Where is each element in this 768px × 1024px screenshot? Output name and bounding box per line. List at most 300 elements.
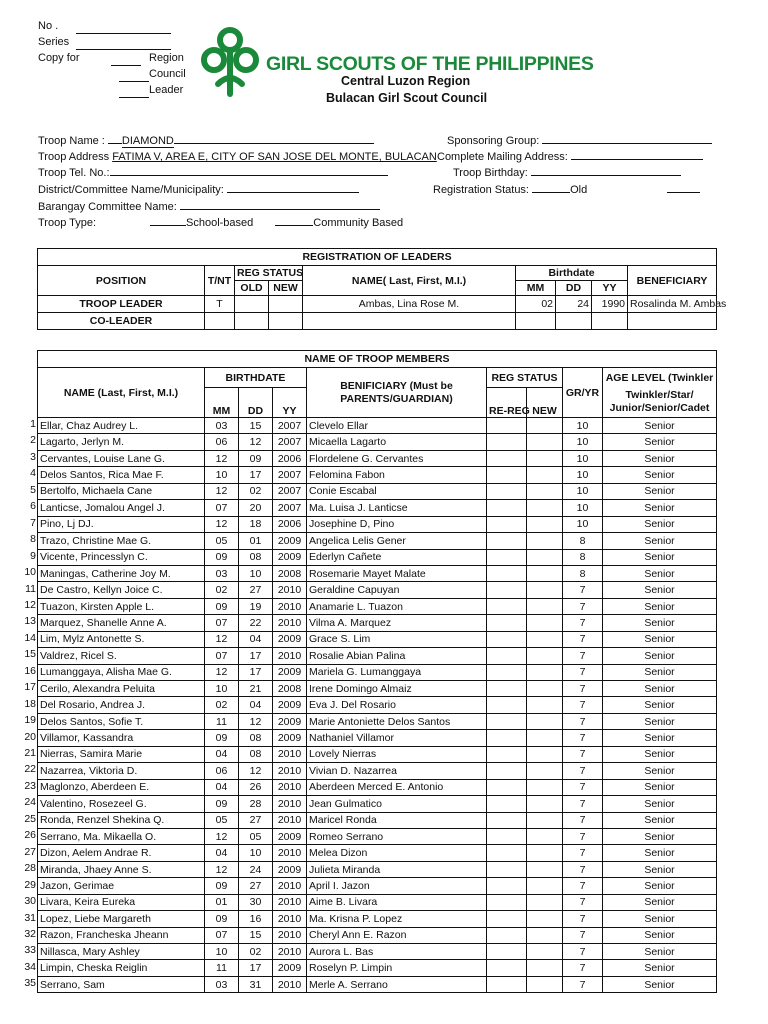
member-new[interactable] — [527, 565, 563, 581]
member-gryr[interactable]: 7 — [563, 812, 603, 828]
member-gryr[interactable]: 7 — [563, 763, 603, 779]
member-birth-mm[interactable]: 11 — [205, 960, 239, 976]
member-birth-dd[interactable]: 31 — [239, 976, 273, 992]
registration-new-field[interactable] — [667, 183, 700, 193]
member-age-level[interactable]: Senior — [603, 565, 717, 581]
member-birth-mm[interactable]: 07 — [205, 500, 239, 516]
member-name[interactable]: Delos Santos, Sofie T. — [38, 713, 205, 729]
member-birth-mm[interactable]: 03 — [205, 418, 239, 434]
member-birth-mm[interactable]: 06 — [205, 434, 239, 450]
member-age-level[interactable]: Senior — [603, 976, 717, 992]
member-birth-yy[interactable]: 2008 — [273, 565, 307, 581]
member-birth-yy[interactable]: 2010 — [273, 812, 307, 828]
member-birth-mm[interactable]: 02 — [205, 697, 239, 713]
member-birth-dd[interactable]: 30 — [239, 894, 273, 910]
member-age-level[interactable]: Senior — [603, 418, 717, 434]
member-new[interactable] — [527, 878, 563, 894]
member-beneficiary[interactable]: Jean Gulmatico — [307, 796, 487, 812]
member-rereg[interactable] — [487, 960, 527, 976]
leader-beneficiary[interactable]: Rosalinda M. Ambas — [628, 296, 717, 313]
member-name[interactable]: Nierras, Samira Marie — [38, 746, 205, 762]
member-birth-dd[interactable]: 27 — [239, 878, 273, 894]
member-name[interactable]: Cerilo, Alexandra Peluita — [38, 681, 205, 697]
member-new[interactable] — [527, 598, 563, 614]
member-rereg[interactable] — [487, 944, 527, 960]
member-name[interactable]: Marquez, Shanelle Anne A. — [38, 615, 205, 631]
member-birth-yy[interactable]: 2007 — [273, 467, 307, 483]
member-rereg[interactable] — [487, 648, 527, 664]
member-gryr[interactable]: 7 — [563, 845, 603, 861]
member-name[interactable]: Valdrez, Ricel S. — [38, 648, 205, 664]
troop-birthday-field[interactable] — [531, 166, 681, 176]
member-birth-dd[interactable]: 16 — [239, 911, 273, 927]
member-birth-yy[interactable]: 2009 — [273, 960, 307, 976]
member-rereg[interactable] — [487, 763, 527, 779]
member-birth-mm[interactable]: 12 — [205, 664, 239, 680]
member-gryr[interactable]: 7 — [563, 944, 603, 960]
series-field[interactable] — [76, 38, 171, 50]
member-beneficiary[interactable]: Lovely Nierras — [307, 746, 487, 762]
member-beneficiary[interactable]: Grace S. Lim — [307, 631, 487, 647]
registration-old-field[interactable] — [532, 183, 570, 193]
member-beneficiary[interactable]: Rosemarie Mayet Malate — [307, 565, 487, 581]
member-name[interactable]: Lumanggaya, Alisha Mae G. — [38, 664, 205, 680]
member-birth-mm[interactable]: 09 — [205, 730, 239, 746]
member-name[interactable]: Trazo, Christine Mae G. — [38, 533, 205, 549]
member-rereg[interactable] — [487, 549, 527, 565]
copy-region-field[interactable] — [111, 54, 141, 66]
member-birth-mm[interactable]: 04 — [205, 845, 239, 861]
member-age-level[interactable]: Senior — [603, 598, 717, 614]
member-birth-mm[interactable]: 11 — [205, 713, 239, 729]
member-name[interactable]: Del Rosario, Andrea J. — [38, 697, 205, 713]
member-birth-mm[interactable]: 04 — [205, 746, 239, 762]
member-new[interactable] — [527, 434, 563, 450]
leader-tnt[interactable]: T — [205, 296, 235, 313]
member-gryr[interactable]: 7 — [563, 796, 603, 812]
member-beneficiary[interactable]: Anamarie L. Tuazon — [307, 598, 487, 614]
member-new[interactable] — [527, 615, 563, 631]
member-name[interactable]: Limpin, Cheska Reiglin — [38, 960, 205, 976]
member-gryr[interactable]: 7 — [563, 631, 603, 647]
member-birth-yy[interactable]: 2009 — [273, 861, 307, 877]
member-name[interactable]: Lagarto, Jerlyn M. — [38, 434, 205, 450]
member-rereg[interactable] — [487, 730, 527, 746]
member-birth-yy[interactable]: 2010 — [273, 894, 307, 910]
member-birth-mm[interactable]: 03 — [205, 976, 239, 992]
member-birth-mm[interactable]: 12 — [205, 828, 239, 844]
member-gryr[interactable]: 10 — [563, 483, 603, 499]
member-birth-mm[interactable]: 09 — [205, 878, 239, 894]
member-rereg[interactable] — [487, 861, 527, 877]
member-age-level[interactable]: Senior — [603, 713, 717, 729]
member-rereg[interactable] — [487, 894, 527, 910]
member-rereg[interactable] — [487, 450, 527, 466]
member-beneficiary[interactable]: Romeo Serrano — [307, 828, 487, 844]
member-age-level[interactable]: Senior — [603, 533, 717, 549]
co-leader-new[interactable] — [269, 313, 303, 330]
member-birth-yy[interactable]: 2009 — [273, 713, 307, 729]
member-beneficiary[interactable]: Merle A. Serrano — [307, 976, 487, 992]
member-beneficiary[interactable]: Maricel Ronda — [307, 812, 487, 828]
member-gryr[interactable]: 10 — [563, 418, 603, 434]
member-age-level[interactable]: Senior — [603, 779, 717, 795]
member-birth-dd[interactable]: 08 — [239, 730, 273, 746]
district-field[interactable] — [227, 183, 359, 193]
member-name[interactable]: Dizon, Aelem Andrae R. — [38, 845, 205, 861]
troop-tel-field[interactable] — [110, 166, 388, 176]
leader-dd[interactable]: 24 — [556, 296, 592, 313]
member-beneficiary[interactable]: Julieta Miranda — [307, 861, 487, 877]
member-age-level[interactable]: Senior — [603, 746, 717, 762]
member-gryr[interactable]: 8 — [563, 549, 603, 565]
member-name[interactable]: Serrano, Sam — [38, 976, 205, 992]
member-rereg[interactable] — [487, 796, 527, 812]
member-name[interactable]: Nazarrea, Viktoria D. — [38, 763, 205, 779]
member-rereg[interactable] — [487, 812, 527, 828]
member-rereg[interactable] — [487, 500, 527, 516]
member-age-level[interactable]: Senior — [603, 450, 717, 466]
member-birth-mm[interactable]: 10 — [205, 681, 239, 697]
member-age-level[interactable]: Senior — [603, 467, 717, 483]
member-gryr[interactable]: 7 — [563, 911, 603, 927]
member-birth-mm[interactable]: 12 — [205, 861, 239, 877]
member-birth-yy[interactable]: 2007 — [273, 434, 307, 450]
co-leader-yy[interactable] — [592, 313, 628, 330]
member-birth-dd[interactable]: 21 — [239, 681, 273, 697]
member-age-level[interactable]: Senior — [603, 483, 717, 499]
member-gryr[interactable]: 7 — [563, 960, 603, 976]
member-birth-yy[interactable]: 2010 — [273, 648, 307, 664]
member-birth-yy[interactable]: 2010 — [273, 796, 307, 812]
member-gryr[interactable]: 10 — [563, 434, 603, 450]
member-gryr[interactable]: 10 — [563, 500, 603, 516]
member-age-level[interactable]: Senior — [603, 615, 717, 631]
member-name[interactable]: Lanticse, Jomalou Angel J. — [38, 500, 205, 516]
member-rereg[interactable] — [487, 681, 527, 697]
member-birth-yy[interactable]: 2006 — [273, 516, 307, 532]
member-birth-yy[interactable]: 2008 — [273, 681, 307, 697]
member-new[interactable] — [527, 944, 563, 960]
member-rereg[interactable] — [487, 713, 527, 729]
member-new[interactable] — [527, 500, 563, 516]
member-name[interactable]: Cervantes, Louise Lane G. — [38, 450, 205, 466]
member-age-level[interactable]: Senior — [603, 894, 717, 910]
member-birth-dd[interactable]: 17 — [239, 664, 273, 680]
member-age-level[interactable]: Senior — [603, 549, 717, 565]
member-beneficiary[interactable]: Roselyn P. Limpin — [307, 960, 487, 976]
member-birth-dd[interactable]: 12 — [239, 763, 273, 779]
member-birth-mm[interactable]: 12 — [205, 450, 239, 466]
member-birth-dd[interactable]: 09 — [239, 450, 273, 466]
member-birth-dd[interactable]: 15 — [239, 418, 273, 434]
member-new[interactable] — [527, 960, 563, 976]
member-birth-dd[interactable]: 27 — [239, 582, 273, 598]
member-age-level[interactable]: Senior — [603, 911, 717, 927]
member-age-level[interactable]: Senior — [603, 927, 717, 943]
member-rereg[interactable] — [487, 434, 527, 450]
member-rereg[interactable] — [487, 631, 527, 647]
member-beneficiary[interactable]: Felomina Fabon — [307, 467, 487, 483]
member-birth-mm[interactable]: 09 — [205, 796, 239, 812]
member-new[interactable] — [527, 976, 563, 992]
member-gryr[interactable]: 7 — [563, 746, 603, 762]
member-name[interactable]: Maningas, Catherine Joy M. — [38, 565, 205, 581]
member-birth-dd[interactable]: 04 — [239, 697, 273, 713]
member-age-level[interactable]: Senior — [603, 812, 717, 828]
member-birth-yy[interactable]: 2010 — [273, 582, 307, 598]
member-name[interactable]: Ronda, Renzel Shekina Q. — [38, 812, 205, 828]
member-gryr[interactable]: 7 — [563, 615, 603, 631]
no-field[interactable] — [76, 22, 171, 34]
member-beneficiary[interactable]: Aberdeen Merced E. Antonio — [307, 779, 487, 795]
member-new[interactable] — [527, 533, 563, 549]
member-rereg[interactable] — [487, 533, 527, 549]
member-gryr[interactable]: 7 — [563, 697, 603, 713]
member-beneficiary[interactable]: Ma. Luisa J. Lanticse — [307, 500, 487, 516]
member-new[interactable] — [527, 845, 563, 861]
member-birth-dd[interactable]: 27 — [239, 812, 273, 828]
member-birth-yy[interactable]: 2010 — [273, 927, 307, 943]
member-birth-mm[interactable]: 01 — [205, 894, 239, 910]
member-birth-yy[interactable]: 2009 — [273, 730, 307, 746]
member-birth-mm[interactable]: 07 — [205, 648, 239, 664]
member-beneficiary[interactable]: April I. Jazon — [307, 878, 487, 894]
member-new[interactable] — [527, 467, 563, 483]
member-new[interactable] — [527, 549, 563, 565]
member-gryr[interactable]: 7 — [563, 598, 603, 614]
member-rereg[interactable] — [487, 615, 527, 631]
troop-address-value[interactable]: FATIMA V, AREA E, CITY OF SAN JOSE DEL MONTE, BULACAN — [112, 151, 437, 163]
member-birth-dd[interactable]: 10 — [239, 845, 273, 861]
member-birth-yy[interactable]: 2007 — [273, 483, 307, 499]
member-birth-dd[interactable]: 28 — [239, 796, 273, 812]
member-rereg[interactable] — [487, 418, 527, 434]
member-age-level[interactable]: Senior — [603, 828, 717, 844]
member-birth-dd[interactable]: 24 — [239, 861, 273, 877]
member-beneficiary[interactable]: Geraldine Capuyan — [307, 582, 487, 598]
member-birth-mm[interactable]: 09 — [205, 549, 239, 565]
member-birth-mm[interactable]: 06 — [205, 763, 239, 779]
member-birth-yy[interactable]: 2009 — [273, 631, 307, 647]
member-birth-dd[interactable]: 12 — [239, 434, 273, 450]
member-new[interactable] — [527, 631, 563, 647]
troop-name-value[interactable]: DIAMOND — [121, 135, 174, 147]
member-gryr[interactable]: 10 — [563, 516, 603, 532]
barangay-field[interactable] — [180, 200, 380, 210]
co-leader-old[interactable] — [235, 313, 269, 330]
member-name[interactable]: Miranda, Jhaey Anne S. — [38, 861, 205, 877]
member-age-level[interactable]: Senior — [603, 730, 717, 746]
member-new[interactable] — [527, 894, 563, 910]
member-name[interactable]: Bertolfo, Michaela Cane — [38, 483, 205, 499]
member-beneficiary[interactable]: Flordelene G. Cervantes — [307, 450, 487, 466]
member-birth-yy[interactable]: 2009 — [273, 664, 307, 680]
member-age-level[interactable]: Senior — [603, 582, 717, 598]
member-beneficiary[interactable]: Vivian D. Nazarrea — [307, 763, 487, 779]
member-birth-dd[interactable]: 26 — [239, 779, 273, 795]
member-rereg[interactable] — [487, 467, 527, 483]
member-rereg[interactable] — [487, 664, 527, 680]
member-birth-dd[interactable]: 08 — [239, 549, 273, 565]
member-gryr[interactable]: 7 — [563, 681, 603, 697]
member-new[interactable] — [527, 516, 563, 532]
member-birth-yy[interactable]: 2010 — [273, 878, 307, 894]
member-birth-yy[interactable]: 2010 — [273, 911, 307, 927]
member-new[interactable] — [527, 681, 563, 697]
co-leader-beneficiary[interactable] — [628, 313, 717, 330]
member-birth-yy[interactable]: 2010 — [273, 598, 307, 614]
mailing-address-field[interactable] — [571, 150, 703, 160]
co-leader-tnt[interactable] — [205, 313, 235, 330]
sponsoring-group-field[interactable] — [542, 134, 712, 144]
member-beneficiary[interactable]: Angelica Lelis Gener — [307, 533, 487, 549]
member-birth-yy[interactable]: 2010 — [273, 944, 307, 960]
member-rereg[interactable] — [487, 746, 527, 762]
member-name[interactable]: Maglonzo, Aberdeen E. — [38, 779, 205, 795]
member-birth-mm[interactable]: 05 — [205, 812, 239, 828]
co-leader-name[interactable] — [303, 313, 516, 330]
member-gryr[interactable]: 10 — [563, 450, 603, 466]
member-birth-dd[interactable]: 17 — [239, 648, 273, 664]
member-rereg[interactable] — [487, 911, 527, 927]
member-name[interactable]: Lopez, Liebe Margareth — [38, 911, 205, 927]
co-leader-dd[interactable] — [556, 313, 592, 330]
leader-old[interactable] — [235, 296, 269, 313]
member-gryr[interactable]: 7 — [563, 664, 603, 680]
leader-new[interactable] — [269, 296, 303, 313]
member-gryr[interactable]: 7 — [563, 779, 603, 795]
member-new[interactable] — [527, 927, 563, 943]
member-rereg[interactable] — [487, 582, 527, 598]
member-birth-dd[interactable]: 20 — [239, 500, 273, 516]
member-birth-dd[interactable]: 22 — [239, 615, 273, 631]
member-beneficiary[interactable]: Aime B. Livara — [307, 894, 487, 910]
member-name[interactable]: De Castro, Kellyn Joice C. — [38, 582, 205, 598]
member-rereg[interactable] — [487, 927, 527, 943]
member-birth-dd[interactable]: 18 — [239, 516, 273, 532]
member-age-level[interactable]: Senior — [603, 878, 717, 894]
member-gryr[interactable]: 10 — [563, 467, 603, 483]
leader-yy[interactable]: 1990 — [592, 296, 628, 313]
member-rereg[interactable] — [487, 483, 527, 499]
member-birth-dd[interactable]: 17 — [239, 467, 273, 483]
member-birth-mm[interactable]: 12 — [205, 631, 239, 647]
member-beneficiary[interactable]: Rosalie Abian Palina — [307, 648, 487, 664]
member-birth-yy[interactable]: 2009 — [273, 549, 307, 565]
member-birth-yy[interactable]: 2009 — [273, 533, 307, 549]
member-beneficiary[interactable]: Irene Domingo Almaiz — [307, 681, 487, 697]
member-age-level[interactable]: Senior — [603, 763, 717, 779]
member-age-level[interactable]: Senior — [603, 681, 717, 697]
member-birth-mm[interactable]: 07 — [205, 927, 239, 943]
member-birth-mm[interactable]: 09 — [205, 911, 239, 927]
member-new[interactable] — [527, 730, 563, 746]
member-beneficiary[interactable]: Nathaniel Villamor — [307, 730, 487, 746]
school-based-field[interactable] — [150, 216, 186, 226]
member-gryr[interactable]: 7 — [563, 927, 603, 943]
member-new[interactable] — [527, 796, 563, 812]
member-birth-yy[interactable]: 2009 — [273, 697, 307, 713]
member-birth-dd[interactable]: 10 — [239, 565, 273, 581]
member-birth-dd[interactable]: 08 — [239, 746, 273, 762]
copy-leader-field[interactable] — [119, 86, 149, 98]
member-birth-dd[interactable]: 04 — [239, 631, 273, 647]
member-age-level[interactable]: Senior — [603, 434, 717, 450]
member-gryr[interactable]: 7 — [563, 861, 603, 877]
member-beneficiary[interactable]: Aurora L. Bas — [307, 944, 487, 960]
member-birth-mm[interactable]: 10 — [205, 944, 239, 960]
member-gryr[interactable]: 7 — [563, 894, 603, 910]
member-beneficiary[interactable]: Conie Escabal — [307, 483, 487, 499]
member-birth-yy[interactable]: 2006 — [273, 450, 307, 466]
member-rereg[interactable] — [487, 845, 527, 861]
member-gryr[interactable]: 7 — [563, 878, 603, 894]
member-name[interactable]: Livara, Keira Eureka — [38, 894, 205, 910]
member-name[interactable]: Tuazon, Kirsten Apple L. — [38, 598, 205, 614]
member-gryr[interactable]: 7 — [563, 730, 603, 746]
member-rereg[interactable] — [487, 697, 527, 713]
member-birth-yy[interactable]: 2010 — [273, 763, 307, 779]
member-gryr[interactable]: 8 — [563, 565, 603, 581]
member-new[interactable] — [527, 911, 563, 927]
member-beneficiary[interactable]: Melea Dizon — [307, 845, 487, 861]
member-beneficiary[interactable]: Vilma A. Marquez — [307, 615, 487, 631]
community-based-field[interactable] — [275, 216, 313, 226]
member-name[interactable]: Valentino, Rosezeel G. — [38, 796, 205, 812]
member-new[interactable] — [527, 664, 563, 680]
member-name[interactable]: Lim, Mylz Antonette S. — [38, 631, 205, 647]
member-rereg[interactable] — [487, 878, 527, 894]
member-age-level[interactable]: Senior — [603, 845, 717, 861]
co-leader-mm[interactable] — [516, 313, 556, 330]
member-new[interactable] — [527, 812, 563, 828]
member-age-level[interactable]: Senior — [603, 631, 717, 647]
member-name[interactable]: Vicente, Princesslyn C. — [38, 549, 205, 565]
member-gryr[interactable]: 7 — [563, 828, 603, 844]
member-birth-mm[interactable]: 07 — [205, 615, 239, 631]
member-name[interactable]: Serrano, Ma. Mikaella O. — [38, 828, 205, 844]
member-birth-yy[interactable]: 2009 — [273, 828, 307, 844]
member-new[interactable] — [527, 763, 563, 779]
member-new[interactable] — [527, 828, 563, 844]
member-beneficiary[interactable]: Josephine D, Pino — [307, 516, 487, 532]
member-birth-yy[interactable]: 2010 — [273, 845, 307, 861]
member-birth-yy[interactable]: 2010 — [273, 976, 307, 992]
member-new[interactable] — [527, 697, 563, 713]
member-birth-dd[interactable]: 02 — [239, 483, 273, 499]
leader-name[interactable]: Ambas, Lina Rose M. — [303, 296, 516, 313]
member-birth-yy[interactable]: 2007 — [273, 418, 307, 434]
member-rereg[interactable] — [487, 779, 527, 795]
member-birth-dd[interactable]: 01 — [239, 533, 273, 549]
member-beneficiary[interactable]: Micaella Lagarto — [307, 434, 487, 450]
member-birth-yy[interactable]: 2010 — [273, 746, 307, 762]
member-name[interactable]: Villamor, Kassandra — [38, 730, 205, 746]
member-name[interactable]: Ellar, Chaz Audrey L. — [38, 418, 205, 434]
member-birth-mm[interactable]: 10 — [205, 467, 239, 483]
member-name[interactable]: Nillasca, Mary Ashley — [38, 944, 205, 960]
member-birth-mm[interactable]: 03 — [205, 565, 239, 581]
member-beneficiary[interactable]: Ma. Krisna P. Lopez — [307, 911, 487, 927]
member-new[interactable] — [527, 418, 563, 434]
member-new[interactable] — [527, 582, 563, 598]
member-new[interactable] — [527, 450, 563, 466]
member-beneficiary[interactable]: Clevelo Ellar — [307, 418, 487, 434]
member-gryr[interactable]: 7 — [563, 713, 603, 729]
member-name[interactable]: Razon, Francheska Jheann — [38, 927, 205, 943]
member-birth-dd[interactable]: 17 — [239, 960, 273, 976]
